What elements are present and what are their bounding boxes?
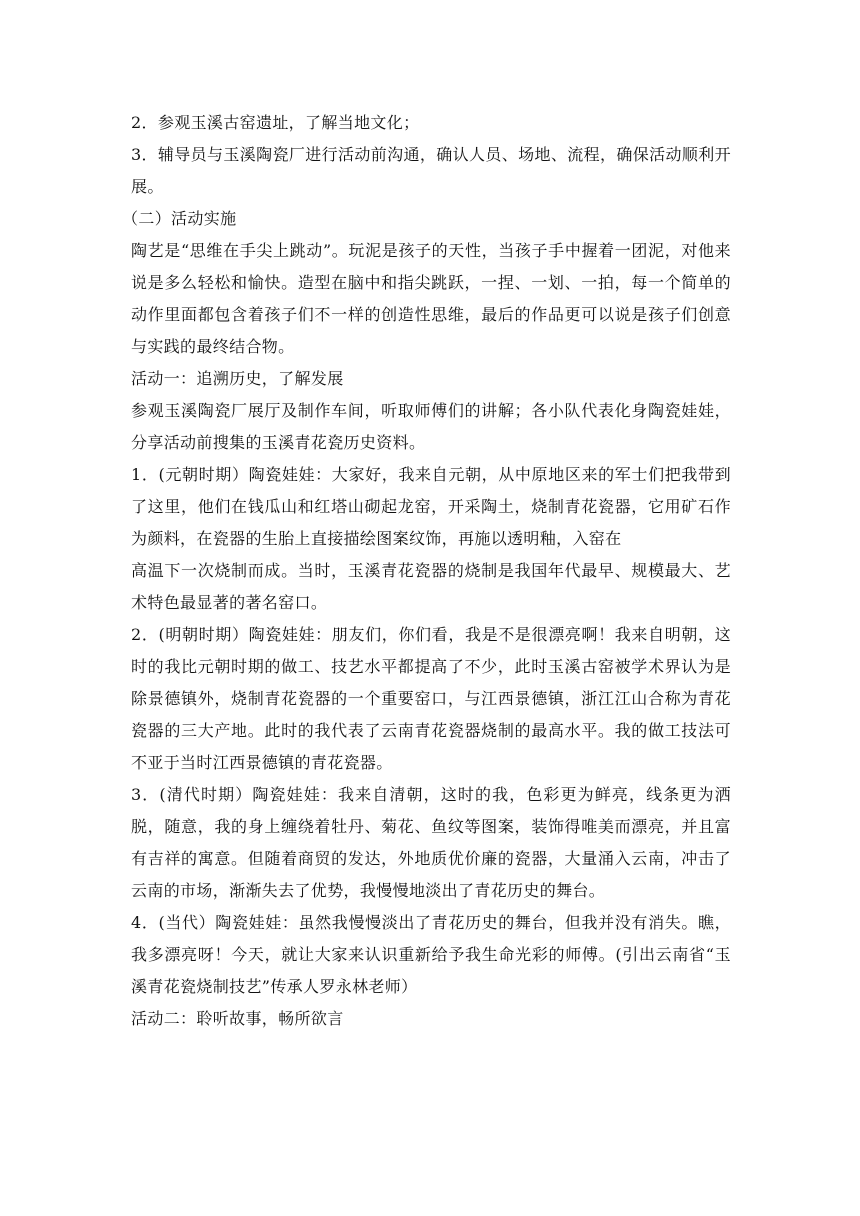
paragraph-intro-pottery: 陶艺是“思维在手尖上跳动”。玩泥是孩子的天性，当孩子手中握着一团泥，对他来说是多么轻松和愉快。造型在脑中和指尖跳跃，一捏、一划、一拍，每一个简单的动作里面都包含着孩子们不一样的创造性思维，最后的作品更可以说是孩子们创意与实践的最终结合物。 bbox=[131, 241, 731, 356]
activity-one-heading: 活动一：追溯历史，了解发展 bbox=[131, 369, 344, 388]
paragraph-visit-factory: 参观玉溪陶瓷厂展厅及制作车间，听取师傅们的讲解；各小队代表化身陶瓷娃娃，分享活动前搜集的玉溪青花瓷历史资料。 bbox=[131, 401, 731, 452]
section-heading-implementation: （二）活动实施 bbox=[122, 209, 237, 228]
paragraph-yuan-dynasty: 1．(元朝时期）陶瓷娃娃：大家好，我来自元朝，从中原地区来的军士们把我带到了这里，他们在钱瓜山和红塔山砌起龙窑，开采陶土，烧制青花瓷器，它用矿石作为颜料，在瓷器的生胎上直接描绘图案纹饰，再施以透明釉，入窑在 bbox=[131, 465, 731, 548]
paragraph-step-2: 2．参观玉溪古窑遗址，了解当地文化； bbox=[131, 113, 420, 132]
paragraph-qing-dynasty: 3．(清代时期）陶瓷娃娃：我来自清朝，这时的我，色彩更为鲜亮，线条更为洒脱，随意，我的身上缠绕着牡丹、菊花、鱼纹等图案，装饰得唯美而漂亮，并且富有吉祥的寓意。但随着商贸的发达，外地质优价廉的瓷器，大量涌入云南，冲击了云南的市场，渐渐失去了优势，我慢慢地淡出了青花历史的舞台。 bbox=[131, 785, 731, 900]
paragraph-step-3: 3．辅导员与玉溪陶瓷厂进行活动前沟通，确认人员、场地、流程，确保活动顺利开展。 bbox=[131, 145, 731, 196]
paragraph-ming-dynasty: 2．(明朝时期）陶瓷娃娃：朋友们，你们看，我是不是很漂亮啊！我来自明朝，这时的我比元朝时期的做工、技艺水平都提高了不少，此时玉溪古窑被学术界认为是除景德镇外，烧制青花瓷器的一个重要窑口，与江西景德镇，浙江江山合称为青花瓷器的三大产地。此时的我代表了云南青花瓷器烧制的最高水平。我的做工技法可不亚于当时江西景德镇的青花瓷器。 bbox=[131, 625, 731, 772]
activity-two-heading: 活动二：聆听故事，畅所欲言 bbox=[131, 1009, 344, 1028]
paragraph-yuan-dynasty-continued: 高温下一次烧制而成。当时，玉溪青花瓷器的烧制是我国年代最早、规模最大、艺术特色最显著的著名窑口。 bbox=[131, 561, 731, 612]
document-body bbox=[122, 107, 731, 1035]
paragraph-contemporary: 4．(当代）陶瓷娃娃：虽然我慢慢淡出了青花历史的舞台，但我并没有消失。瞧，我多漂亮呀！今天，就让大家来认识重新给予我生命光彩的师傅。(引出云南省“玉溪青花瓷烧制技艺”传承人罗永林老师） bbox=[131, 913, 731, 996]
